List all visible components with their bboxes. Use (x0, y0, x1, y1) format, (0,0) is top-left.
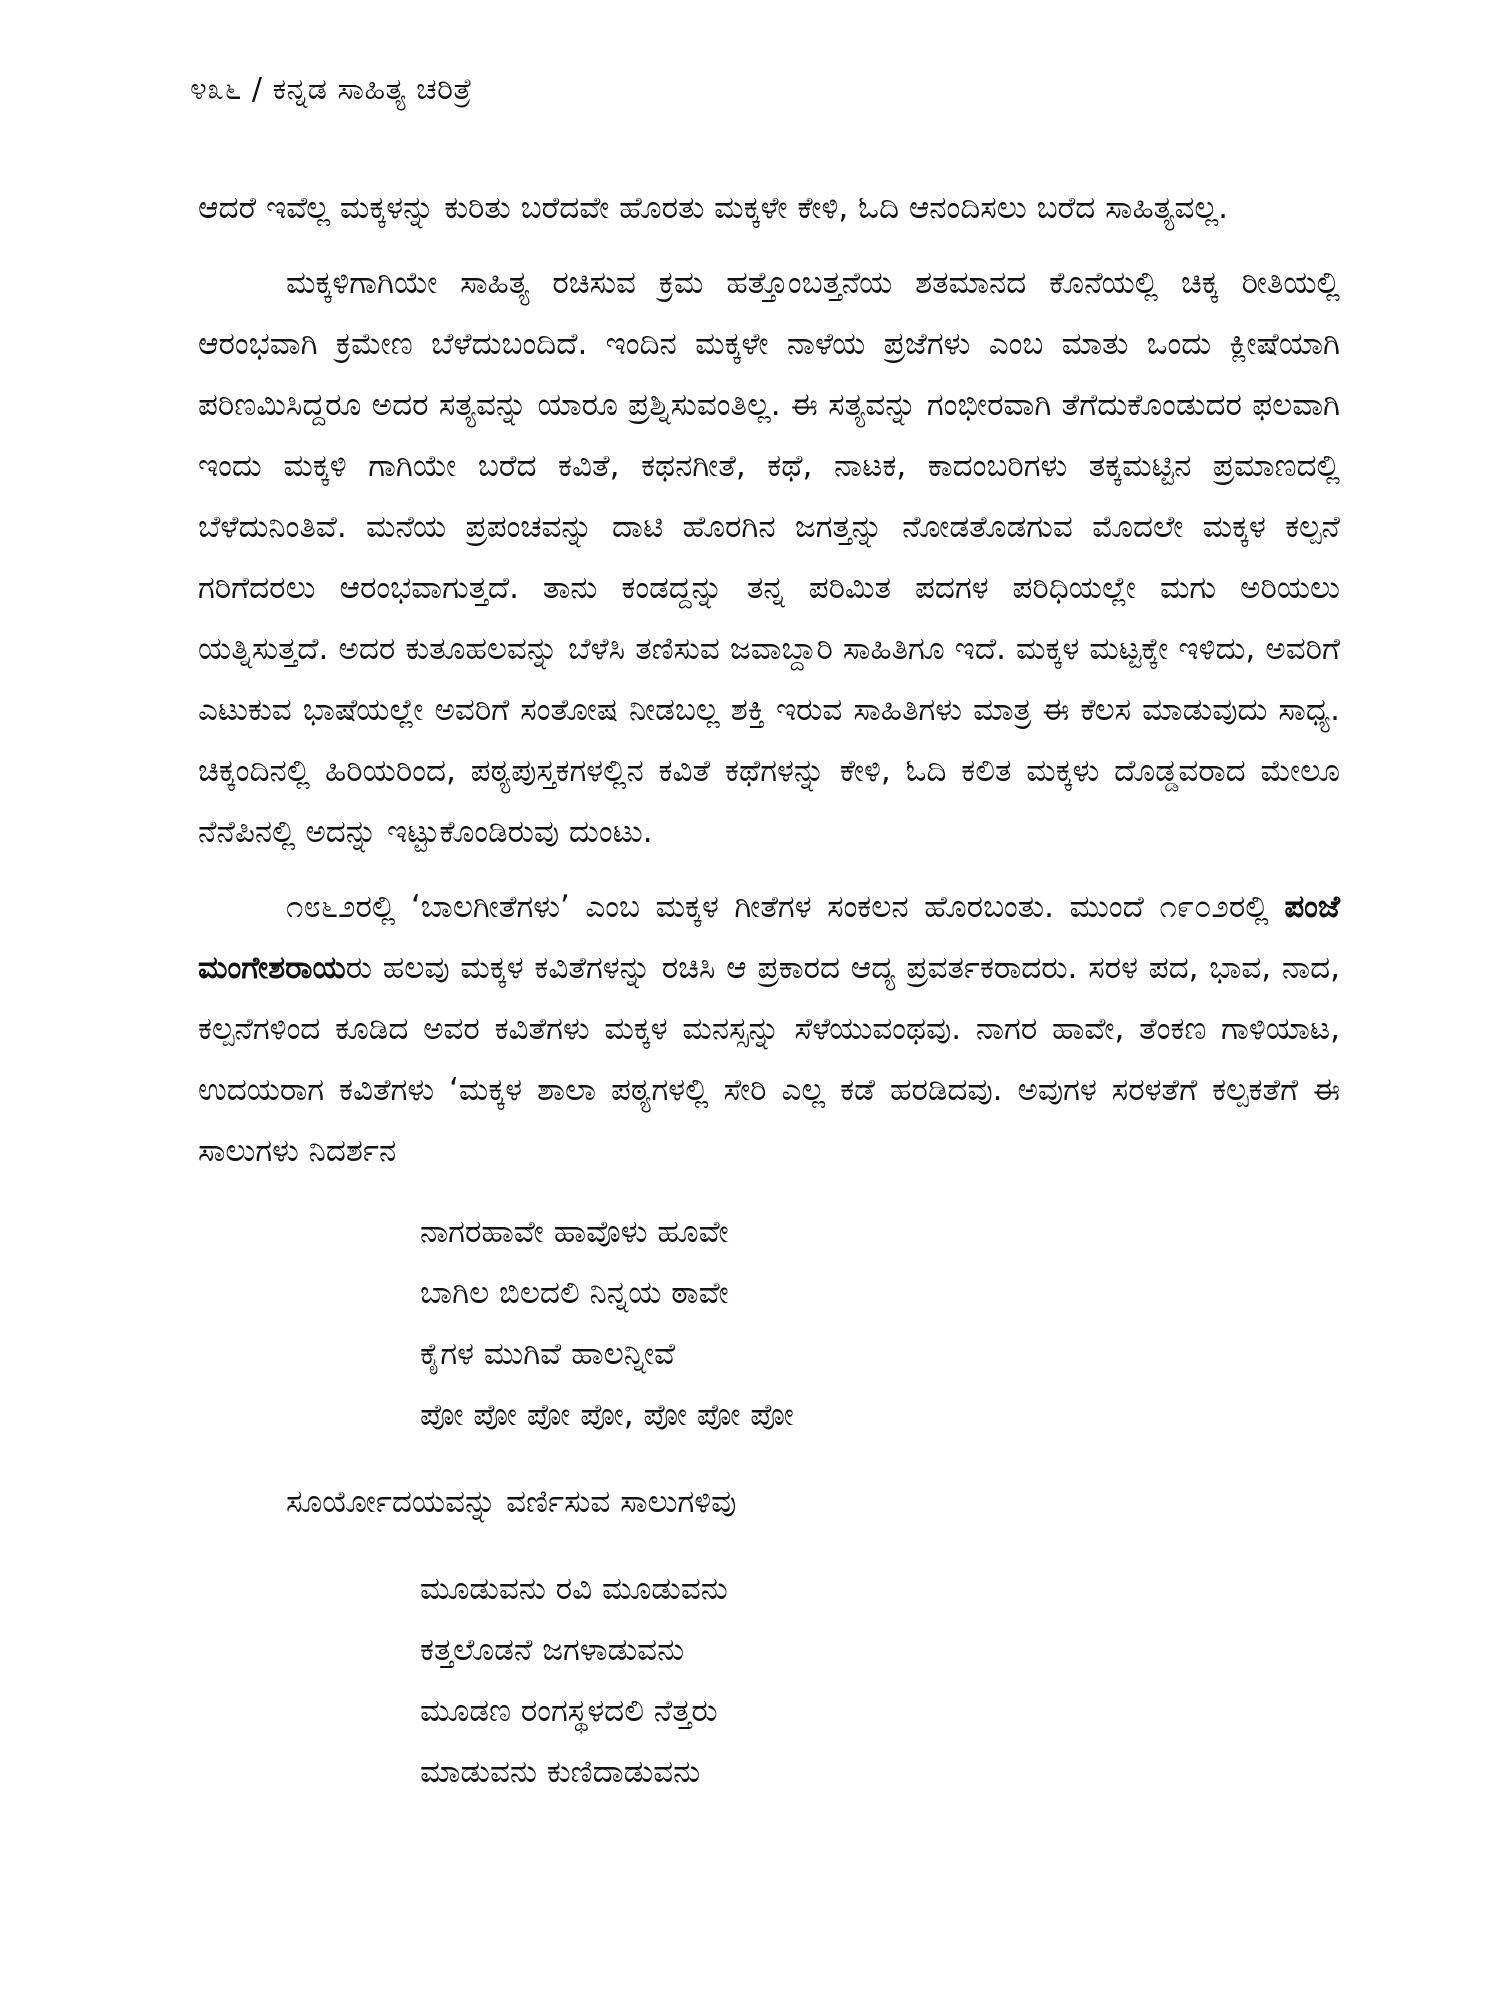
running-header: ೪೩೬ / ಕನ್ನಡ ಸಾಹಿತ್ಯ ಚರಿತ್ರೆ (190, 72, 473, 107)
poem-line: ಮೂಡಣ ರಂಗಸ್ಥಳದಲಿ ನೆತ್ತರು (420, 1693, 718, 1729)
paragraph-1: ಆದರೆ ಇವೆಲ್ಲ ಮಕ್ಕಳನ್ನು ಕುರಿತು ಬರೆದವೇ ಹೊರತು ಮಕ್ಕಳೇ ಕೇಳಿ, ಓದಿ ಆನಂದಿಸಲು ಬರೆದ ಸಾಹಿತ್ಯವಲ್ಲ. (198, 190, 1229, 226)
poem-line: ಮೂಡುವನು ರವಿ ಮೂಡುವನು (420, 1571, 728, 1607)
poem-line: ಮಾಡುವನು ಕುಣಿದಾಡುವನು (420, 1754, 701, 1790)
body-text (198, 178, 1340, 1829)
paragraph-3-text-before: ೧೮೬೨ರಲ್ಲಿ ‘ಬಾಲಗೀತೆಗಳು’ ಎಂಬ ಮಕ್ಕಳ ಗೀತೆಗಳ ಸಂಕಲನ ಹೊರಬಂತು. ಮುಂದೆ ೧೯೦೨ರಲ್ಲಿ (286, 889, 1285, 925)
paragraph-3 (198, 877, 1340, 1182)
author-name-bold: ಪಂಜೆ ಮಂಗೇಶರಾಯ (198, 889, 1340, 986)
poem-line: ಪೋ ಪೋ ಪೋ ಪೋ, ಪೋ ಪೋ ಪೋ (420, 1397, 794, 1433)
poem-sunrise (420, 1559, 1340, 1803)
paragraph-3-text-after: ರು ಹಲವು ಮಕ್ಕಳ ಕವಿತೆಗಳನ್ನು ರಚಿಸಿ ಆ ಪ್ರಕಾರದ ಆದ್ಯ ಪ್ರವರ್ತಕರಾದರು. ಸರಳ ಪದ, ಭಾವ, ನಾದ, ಕಲ್ಪನೆಗಳಿಂದ ಕೂಡಿದ ಅವರ ಕವಿತೆಗಳು ಮಕ್ಕಳ ಮನಸ್ಸನ್ನು ಸೆಳೆಯುವಂಥವು. ನಾಗರ ಹಾವೇ, ತೆಂಕಣ ಗಾಳಿಯಾಟ, ಉದಯರಾಗ ಕವಿತೆಗಳು ‘ಮಕ್ಕಳ ಶಾಲಾ ಪಠ್ಯಗಳಲ್ಲಿ ಸೇರಿ ಎಲ್ಲ ಕಡೆ ಹರಡಿದವು. ಅವುಗಳ ಸರಳತೆಗೆ ಕಲ್ಪಕತೆಗೆ ಈ ಸಾಲುಗಳು ನಿದರ್ಶನ (198, 950, 1340, 1169)
paragraph-2: ಮಕ್ಕಳಿಗಾಗಿಯೇ ಸಾಹಿತ್ಯ ರಚಿಸುವ ಕ್ರಮ ಹತ್ತೊಂಬತ್ತನೆಯ ಶತಮಾನದ ಕೊನೆಯಲ್ಲಿ ಚಿಕ್ಕ ರೀತಿಯಲ್ಲಿ ಆರಂಭವಾಗಿ ಕ್ರಮೇಣ ಬೆಳೆದುಬಂದಿದೆ. ಇಂದಿನ ಮಕ್ಕಳೇ ನಾಳೆಯ ಪ್ರಜೆಗಳು ಎಂಬ ಮಾತು ಒಂದು ಕ್ಲೀಷೆಯಾಗಿ ಪರಿಣಮಿಸಿದ್ದರೂ ಅದರ ಸತ್ಯವನ್ನು ಯಾರೂ ಪ್ರಶ್ನಿಸುವಂತಿಲ್ಲ. ಈ ಸತ್ಯವನ್ನು ಗಂಭೀರವಾಗಿ ತೆಗೆದುಕೊಂಡುದರ ಫಲವಾಗಿ ಇಂದು ಮಕ್ಕಳಿ ಗಾಗಿಯೇ ಬರೆದ ಕವಿತೆ, ಕಥನಗೀತೆ, ಕಥೆ, ನಾಟಕ, ಕಾದಂಬರಿಗಳು ತಕ್ಕಮಟ್ಟಿನ ಪ್ರಮಾಣದಲ್ಲಿ ಬೆಳೆದುನಿಂತಿವೆ. ಮನೆಯ ಪ್ರಪಂಚವನ್ನು ದಾಟಿ ಹೊರಗಿನ ಜಗತ್ತನ್ನು ನೋಡತೊಡಗುವ ಮೊದಲೇ ಮಕ್ಕಳ ಕಲ್ಪನೆ ಗರಿಗೆದರಲು ಆರಂಭವಾಗುತ್ತದೆ. ತಾನು ಕಂಡದ್ದನ್ನು ತನ್ನ ಪರಿಮಿತ ಪದಗಳ ಪರಿಧಿಯಲ್ಲೇ ಮಗು ಅರಿಯಲು ಯತ್ನಿಸುತ್ತದೆ. ಅದರ ಕುತೂಹಲವನ್ನು ಬೆಳೆಸಿ ತಣಿಸುವ ಜವಾಬ್ದಾರಿ ಸಾಹಿತಿಗೂ ಇದೆ. ಮಕ್ಕಳ ಮಟ್ಟಕ್ಕೇ ಇಳಿದು, ಅವರಿಗೆ ಎಟುಕುವ ಭಾಷೆಯಲ್ಲೇ ಅವರಿಗೆ ಸಂತೋಷ ನೀಡಬಲ್ಲ ಶಕ್ತಿ ಇರುವ ಸಾಹಿತಿಗಳು ಮಾತ್ರ ಈ ಕೆಲಸ ಮಾಡುವುದು ಸಾಧ್ಯ. ಚಿಕ್ಕಂದಿನಲ್ಲಿ ಹಿರಿಯರಿಂದ, ಪಠ್ಯಪುಸ್ತಕಗಳಲ್ಲಿನ ಕವಿತೆ ಕಥೆಗಳನ್ನು ಕೇಳಿ, ಓದಿ ಕಲಿತ ಮಕ್ಕಳು ದೊಡ್ಡವರಾದ ಮೇಲೂ ನೆನೆಪಿನಲ್ಲಿ ಅದನ್ನು ಇಟ್ಟುಕೊಂಡಿರುವು ದುಂಟು. (198, 265, 1340, 850)
poem-line: ಕತ್ತಲೊಡನೆ ಜಗಳಾಡುವನು (420, 1632, 685, 1668)
poem-line: ನಾಗರಹಾವೇ ಹಾವೊಳು ಹೂವೇ (420, 1214, 729, 1250)
poem-nagarahave (420, 1202, 1340, 1446)
poem-intro: ಸೂರ್ಯೋದಯವನ್ನು ವರ್ಣಿಸುವ ಸಾಲುಗಳಿವು (286, 1484, 737, 1520)
poem-line: ಕೈಗಳ ಮುಗಿವೆ ಹಾಲನ್ನೀವೆ (420, 1336, 676, 1372)
poem-line: ಬಾಗಿಲ ಬಿಲದಲಿ ನಿನ್ನಯ ಠಾವೇ (420, 1275, 729, 1311)
